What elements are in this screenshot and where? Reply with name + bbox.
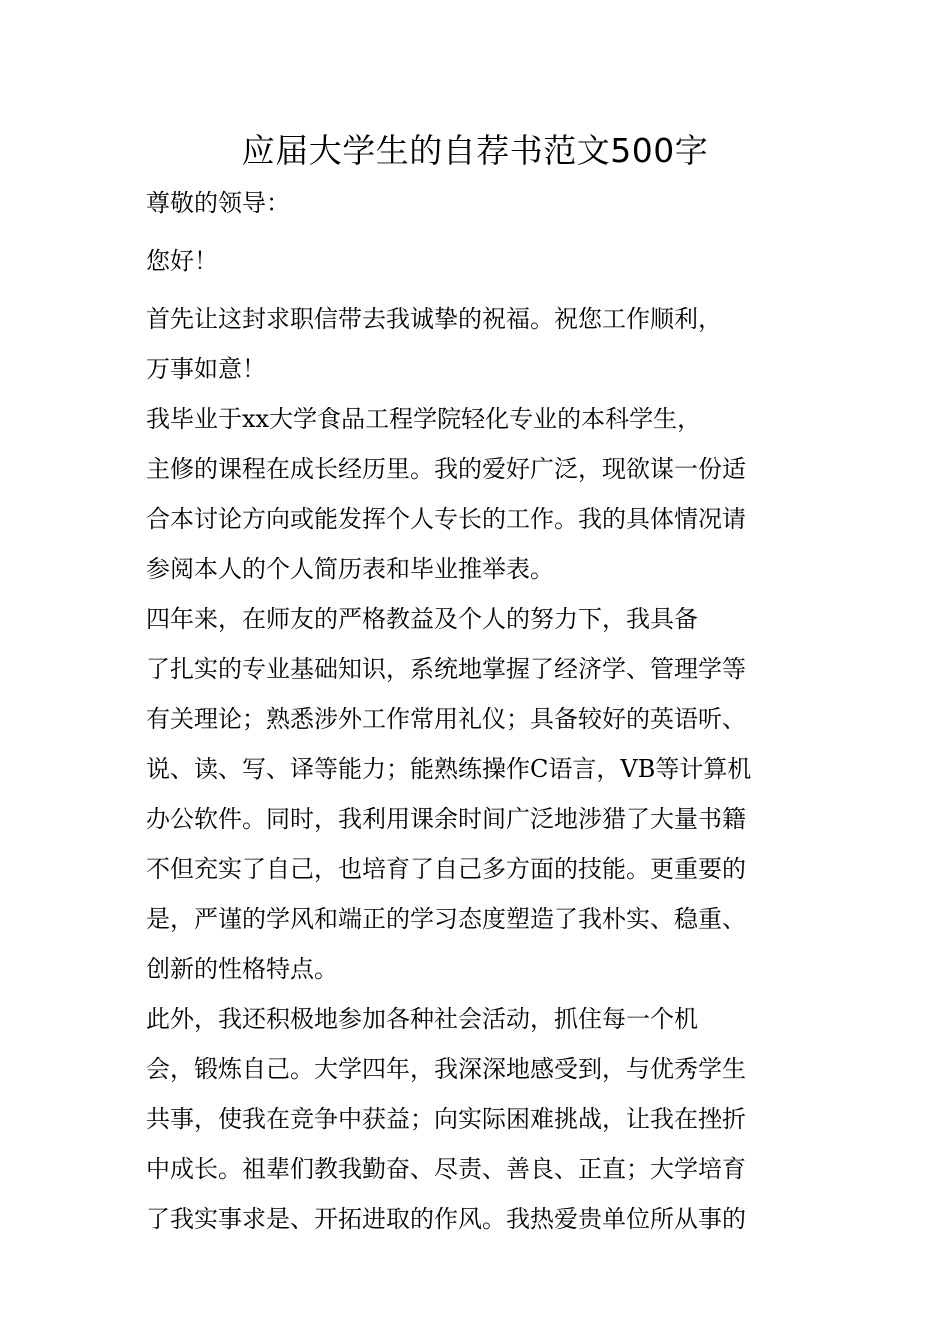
text-line: 了我实事求是、开拓进取的作风。我热爱贵单位所从事的: [146, 1205, 746, 1233]
salutation: 尊敬的领导：: [146, 189, 290, 217]
text-line: 四年来，在师友的严格教益及个人的努力下，我具备: [146, 605, 698, 633]
letter-body: [146, 178, 818, 1244]
paragraph-2: [146, 394, 818, 594]
text-line: 会，锻炼自己。大学四年，我深深地感受到，与优秀学生: [146, 1055, 746, 1083]
paragraph-4: [146, 994, 818, 1244]
document-title: 应届大学生的自荐书范文500字: [241, 131, 709, 170]
text-line: 有关理论；熟悉涉外工作常用礼仪；具备较好的英语听、: [146, 705, 746, 733]
text-line: 中成长。祖辈们教我勤奋、尽责、善良、正直；大学培育: [146, 1155, 746, 1183]
text-line: 我毕业于xx大学食品工程学院轻化专业的本科学生，: [146, 405, 702, 433]
text-line: 了扎实的专业基础知识，系统地掌握了经济学、管理学等: [146, 655, 746, 683]
text-line: 不但充实了自己，也培育了自己多方面的技能。更重要的: [146, 855, 746, 883]
paragraph-1: [146, 294, 818, 394]
text-line: 办公软件。同时，我利用课余时间广泛地涉猎了大量书籍: [146, 805, 746, 833]
text-line: 主修的课程在成长经历里。我的爱好广泛，现欲谋一份适: [146, 455, 746, 483]
text-line: 首先让这封求职信带去我诚挚的祝福。祝您工作顺利，: [146, 305, 722, 333]
paragraph-3: [146, 594, 818, 994]
text-line: 参阅本人的个人简历表和毕业推举表。: [146, 555, 554, 583]
text-line: 是，严谨的学风和端正的学习态度塑造了我朴实、稳重、: [146, 905, 746, 933]
text-line: 合本讨论方向或能发挥个人专长的工作。我的具体情况请: [146, 505, 746, 533]
text-line: 说、读、写、译等能力；能熟练操作C语言，VB等计算机: [146, 755, 752, 783]
greeting: 您好！: [146, 247, 218, 275]
text-line: 创新的性格特点。: [146, 955, 338, 983]
text-line: 万事如意！: [146, 355, 266, 383]
text-line: 共事，使我在竞争中获益；向实际困难挑战，让我在挫折: [146, 1105, 746, 1133]
text-line: 此外，我还积极地参加各种社会活动，抓住每一个机: [146, 1005, 698, 1033]
